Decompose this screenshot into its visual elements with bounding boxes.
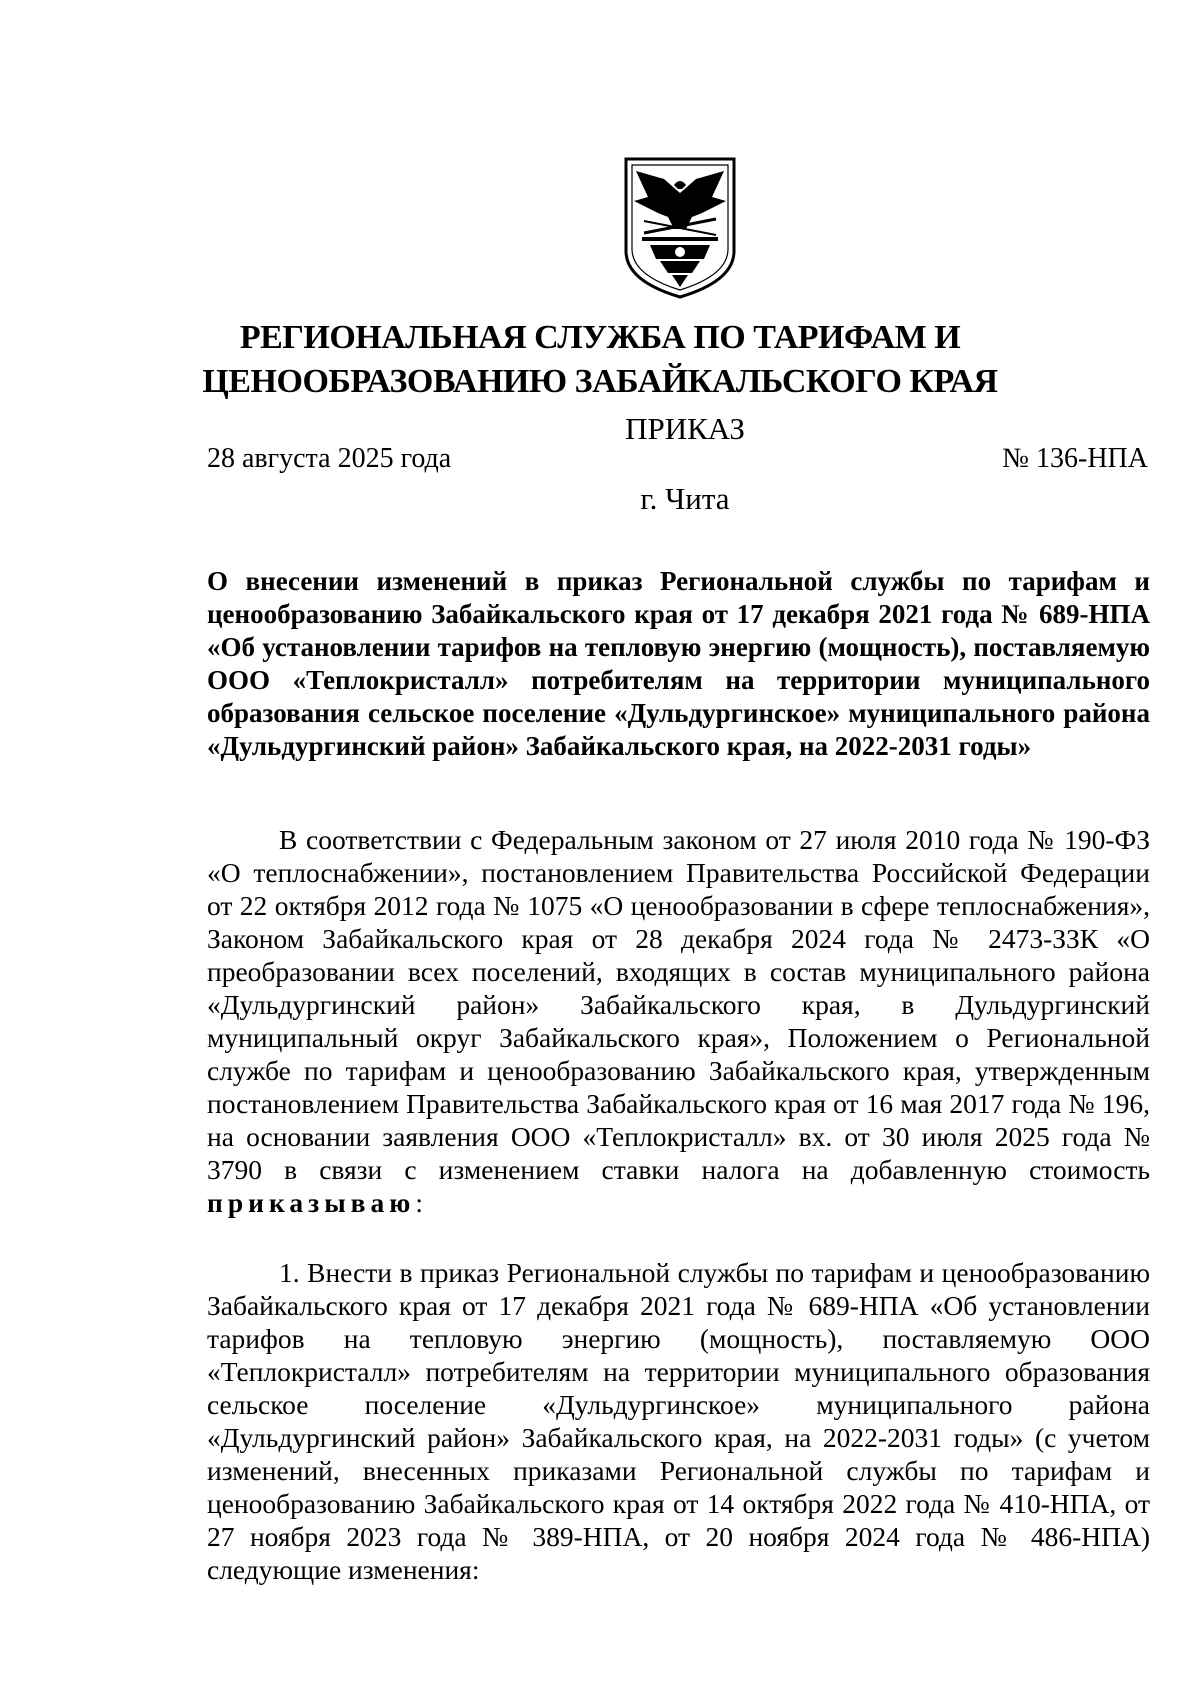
organization-name-line2: ЦЕНООБРАЗОВАНИЮ ЗАБАЙКАЛЬСКОГО КРАЯ — [202, 363, 998, 400]
item-1-paragraph: 1. Внести в приказ Региональной службы по тарифам и ценообразованию Забайкальского края от 17 декабря 2021 года № 689-НПА «Об установлении тарифов на тепловую энергию (мощность), поставляемую ООО «Теплокристалл» потребителям на территории муниципального образования сельское поселение «Дульдургинское» муниципального района «Дульдургинский район» Забайкальского края, на 2022-2031 годы» (с учетом изменений, внесенных приказами Региональной службы по тарифам и ценообразованию Забайкальского края от 14 октября 2022 года № 410-НПА, от 27 ноября 2023 года № 389-НПА, от 20 ноября 2024 года № 486-НПА) следующие изменения: — [207, 1257, 1150, 1585]
order-colon: : — [415, 1187, 423, 1218]
document-date: 28 августа 2025 года — [207, 443, 452, 474]
preamble-text: В соответствии с Федеральным законом от 27 июля 2010 года № 190-ФЗ «О теплоснабжении», постановлением Правительства Российской Федерации от 22 октября 2012 года № 1075 «О ценообразовании в сфере теплоснабжения», Законом Забайкальского края от 28 декабря 2024 года № 2473-ЗЗК «О преобразовании всех поселений, входящих в состав муниципального района «Дульдургинский район» Забайкальского края, в Дульдургинский муниципальный округ Забайкальского края», Положением о Региональной службе по тарифам и ценообразованию Забайкальского края, утвержденным постановлением Правительства Забайкальского края от 16 мая 2017 года № 196, на основании заявления ООО «Теплокристалл» вх. от 30 июля 2025 года № 3790 в связи с изменением ставки налога на добавленную стоимость — [207, 824, 1150, 1185]
document-city: г. Чита — [640, 481, 730, 516]
organization-name-line1: РЕГИОНАЛЬНАЯ СЛУЖБА ПО ТАРИФАМ И — [239, 319, 961, 356]
document-number: № 136-НПА — [1002, 443, 1148, 474]
coat-of-arms-icon — [620, 155, 740, 301]
document-type: ПРИКАЗ — [625, 411, 745, 446]
document-subject: О внесении изменений в приказ Региональной службы по тарифам и ценообразованию Забайкальского края от 17 декабря 2021 года № 689-НПА «Об установлении тарифов на тепловую энергию (мощность), поставляемую ООО «Теплокристалл» потребителям на территории муниципального образования сельское поселение «Дульдургинское» муниципального района «Дульдургинский район» Забайкальского края, на 2022-2031 годы» — [207, 566, 1150, 761]
order-word: приказываю — [207, 1187, 416, 1218]
preamble-paragraph — [207, 823, 1150, 1219]
organization-name — [0, 316, 1200, 404]
